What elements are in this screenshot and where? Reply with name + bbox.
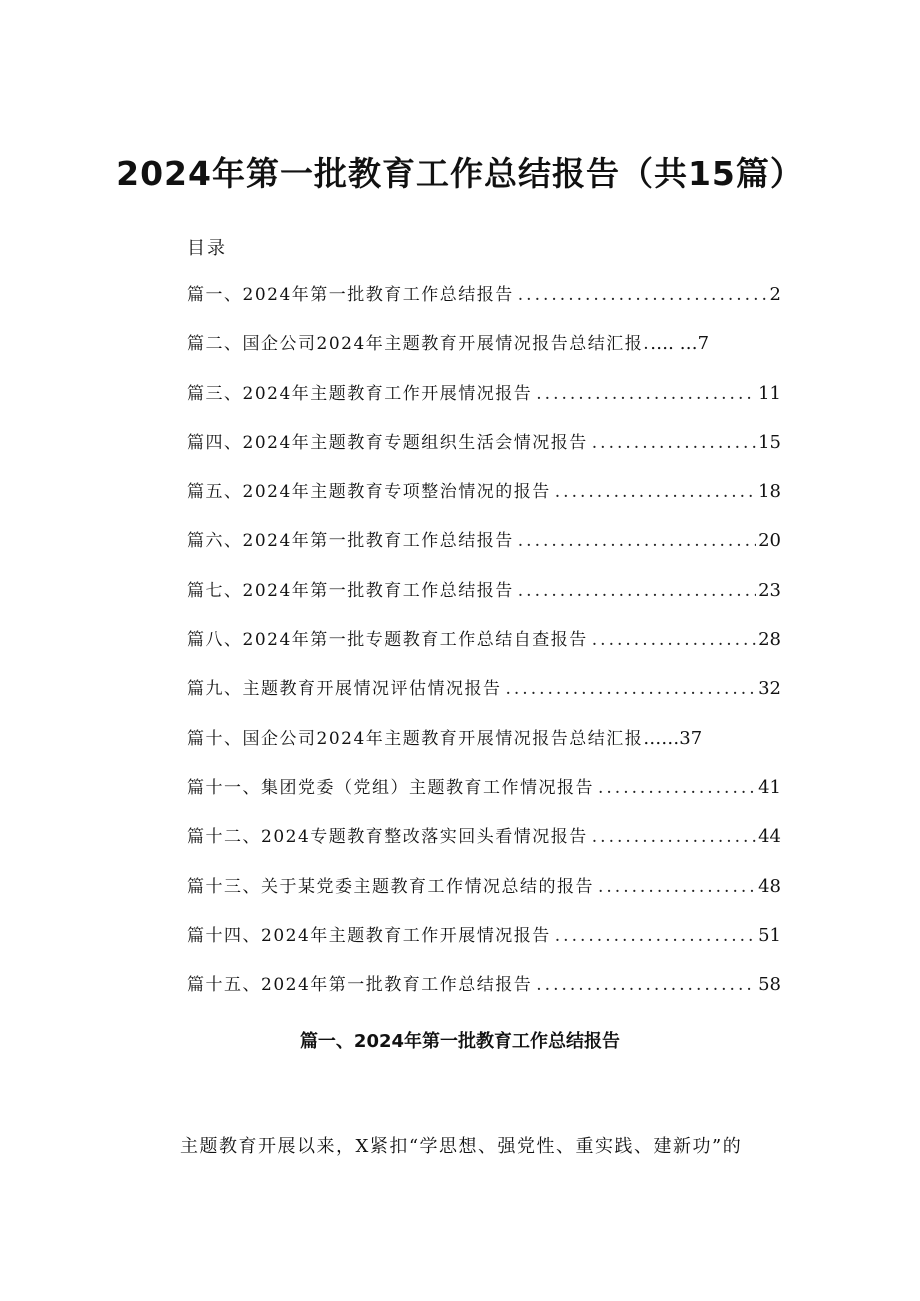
toc-dot-leader [555,482,756,502]
toc-item-label: 篇十三、关于某党委主题教育工作情况总结的报告 [187,876,594,897]
toc-item-label: 篇九、主题教育开展情况评估情况报告 [187,679,502,700]
toc-dot-leader [592,827,756,847]
toc-item-1[interactable] [187,280,781,329]
toc-dot-leader [592,630,756,650]
toc-item-10[interactable] [187,724,781,773]
toc-item-13[interactable] [187,872,781,921]
toc-dot-leader [518,531,756,551]
toc-item-6[interactable] [187,526,781,575]
toc-item-label: 篇七、2024年第一批教育工作总结报告 [187,580,514,601]
toc-heading: 目录 [187,238,227,259]
toc-item-label: 篇一、2024年第一批教育工作总结报告 [187,285,514,305]
toc-dot-leader [555,926,756,946]
toc-item-label: 篇六、2024年第一批教育工作总结报告 [187,531,514,552]
toc-item-page: 32 [758,678,781,700]
toc-item-label: 篇八、2024年第一批专题教育工作总结自查报告 [187,630,588,651]
toc-item-label: 篇四、2024年主题教育专题组织生活会情况报告 [187,432,588,453]
toc-item-page: 28 [758,629,781,651]
toc-item-12[interactable] [187,822,781,871]
toc-item-page: 41 [758,776,781,798]
toc-dot-leader [518,581,756,601]
toc-item-page: 44 [758,826,781,848]
toc-item-label: 篇二、国企公司2024年主题教育开展情况报告总结汇报. [187,334,651,355]
toc-item-2[interactable] [187,329,781,378]
body-paragraph: 主题教育开展以来，X紧扣“学思想、强党性、重实践、建新功”的 [180,1136,743,1157]
toc-item-page: 23 [758,579,781,601]
toc-dot-leader [518,285,768,305]
toc-item-page: …. …7 [650,333,710,355]
table-of-contents [187,280,781,1019]
toc-item-label: 篇十二、2024专题教育整改落实回头看情况报告 [187,827,588,848]
toc-dot-leader [536,975,756,995]
toc-item-page: ……37 [643,727,703,749]
toc-item-page: 15 [758,431,781,453]
toc-dot-leader [506,679,757,699]
toc-item-15[interactable] [187,970,781,1019]
toc-item-page: 20 [758,530,781,552]
toc-item-page: 58 [758,974,781,996]
toc-item-page: 48 [758,875,781,897]
toc-item-11[interactable] [187,773,781,822]
toc-item-14[interactable] [187,921,781,970]
toc-item-4[interactable] [187,428,781,477]
toc-item-label: 篇三、2024年主题教育工作开展情况报告 [187,383,533,404]
toc-item-5[interactable] [187,477,781,526]
toc-dot-leader [592,433,756,453]
toc-item-page: 18 [758,481,781,503]
document-title: 2024年第一批教育工作总结报告（共15篇） [116,154,804,193]
toc-item-3[interactable] [187,379,781,428]
toc-item-label: 篇十、国企公司2024年主题教育开展情况报告总结汇报 [187,728,644,749]
toc-dot-leader [598,877,756,897]
toc-item-8[interactable] [187,625,781,674]
toc-item-9[interactable] [187,674,781,723]
toc-dot-leader [536,384,756,404]
toc-item-label: 篇五、2024年主题教育专项整治情况的报告 [187,482,551,503]
toc-item-7[interactable] [187,576,781,625]
toc-item-label: 篇十四、2024年主题教育工作开展情况报告 [187,925,551,946]
toc-item-page: 11 [758,382,781,404]
toc-item-page: 51 [758,924,781,946]
toc-item-label: 篇十一、集团党委（党组）主题教育工作情况报告 [187,777,594,798]
toc-dot-leader [598,778,756,798]
toc-item-page: 2 [769,284,781,305]
section-title: 篇一、2024年第一批教育工作总结报告 [299,1031,621,1052]
toc-item-label: 篇十五、2024年第一批教育工作总结报告 [187,975,533,996]
